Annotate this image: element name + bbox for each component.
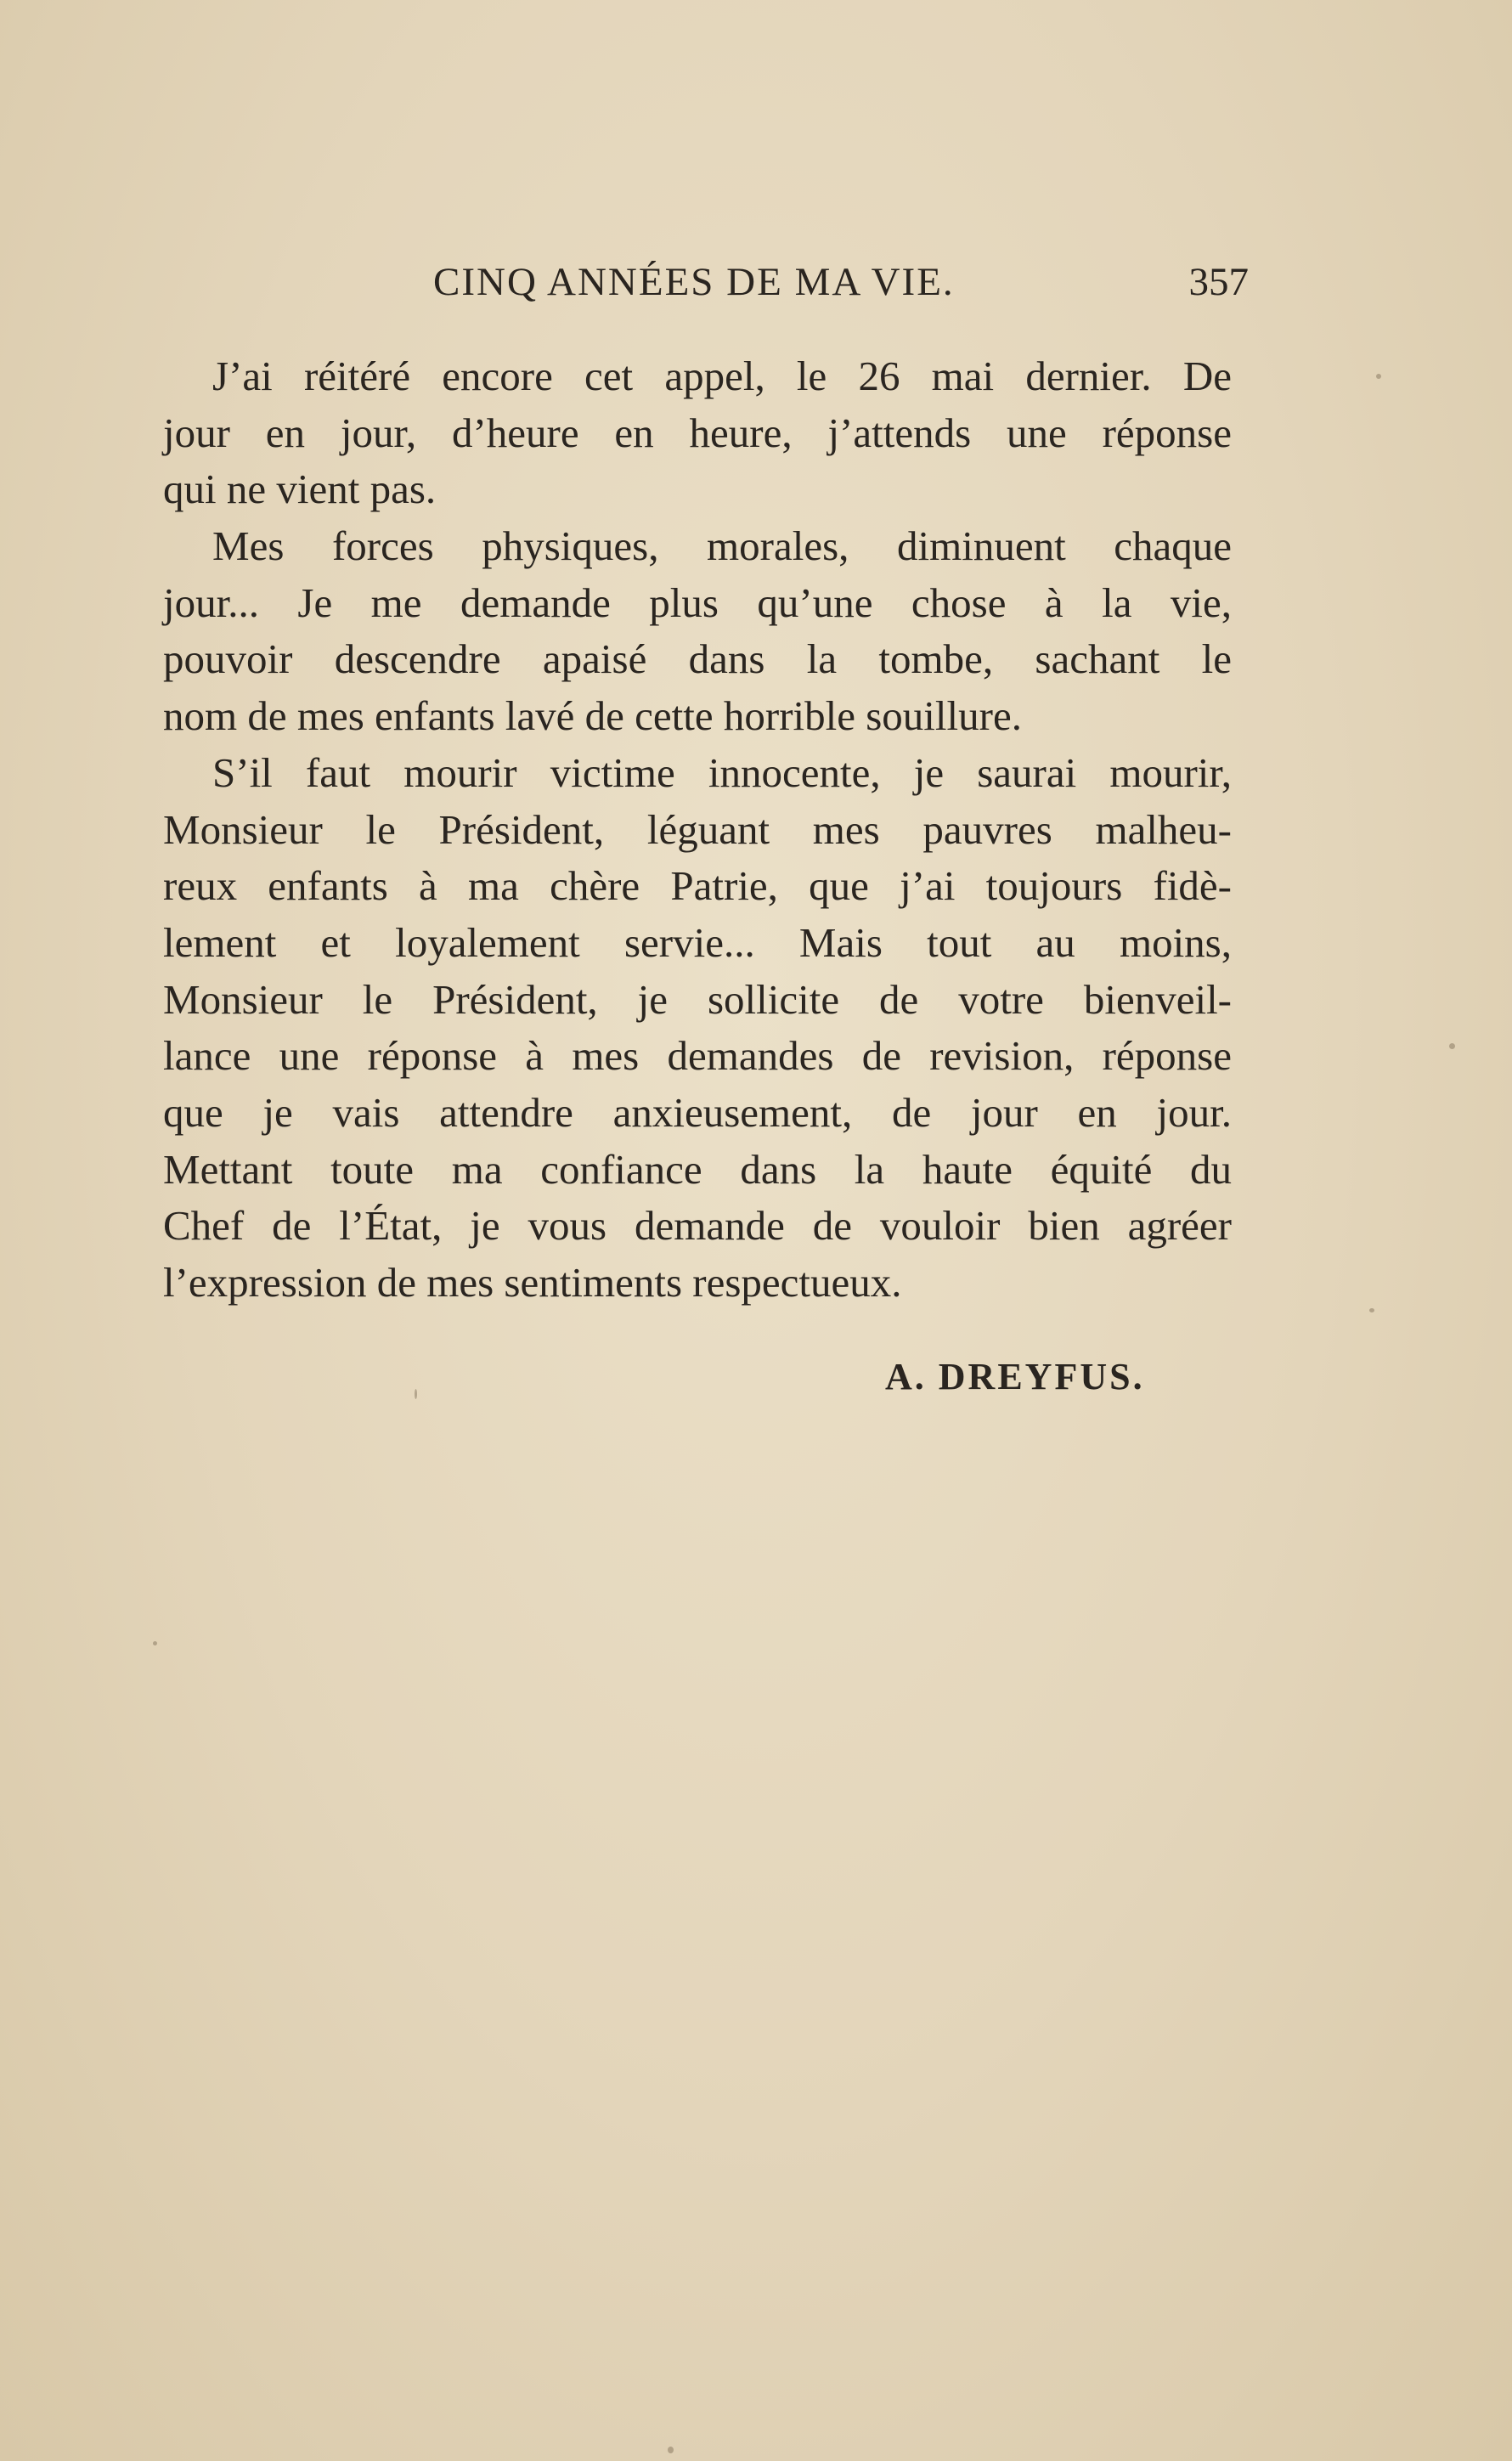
text-line: jour... Je me demande plus qu’une chose à la vie,: [163, 579, 1232, 626]
text-line: reux enfants à ma chère Patrie, que j’ai toujours fidè-: [163, 862, 1232, 910]
text-line: S’il faut mourir victime innocente, je saurai mourir,: [212, 748, 1232, 796]
paper-speck: [1369, 1308, 1374, 1312]
page-number: 357: [1188, 260, 1249, 304]
paper-speck: [1376, 374, 1381, 379]
signature: A. DREYFUS.: [885, 1356, 1145, 1397]
text-line: Monsieur le Président, léguant mes pauvres malheu-: [163, 805, 1232, 853]
paper-speck: [153, 1641, 157, 1645]
text-line: nom de mes enfants lavé de cette horrible souillure.: [163, 692, 1022, 740]
text-line: que je vais attendre anxieusement, de jour en jour.: [163, 1088, 1232, 1136]
letter-body: [163, 348, 1232, 1312]
text-line: jour en jour, d’heure en heure, j’attends une réponse: [163, 409, 1232, 456]
paper-speck: [415, 1389, 417, 1399]
text-line: lement et loyalement servie... Mais tout au moins,: [163, 918, 1232, 966]
text-line: Mes forces physiques, morales, diminuent chaque: [212, 522, 1232, 570]
text-line: qui ne vient pas.: [163, 466, 437, 513]
running-head: [433, 259, 1249, 310]
paper-speck: [668, 2447, 674, 2453]
text-line: Chef de l’État, je vous demande de vouloir bien agréer: [163, 1202, 1232, 1250]
text-line: Mettant toute ma confiance dans la haute équité du: [163, 1145, 1232, 1193]
text-line: Monsieur le Président, je sollicite de votre bienveil-: [163, 975, 1232, 1023]
running-head-title: CINQ ANNÉES DE MA VIE.: [433, 260, 955, 304]
text-line: pouvoir descendre apaisé dans la tombe, sachant le: [163, 635, 1232, 683]
paper-speck: [1449, 1043, 1455, 1049]
text-line: l’expression de mes sentiments respectueux.: [163, 1259, 902, 1306]
text-line: J’ai réitéré encore cet appel, le 26 mai dernier. De: [212, 353, 1232, 399]
text-line: lance une réponse à mes demandes de revision, réponse: [163, 1032, 1232, 1080]
